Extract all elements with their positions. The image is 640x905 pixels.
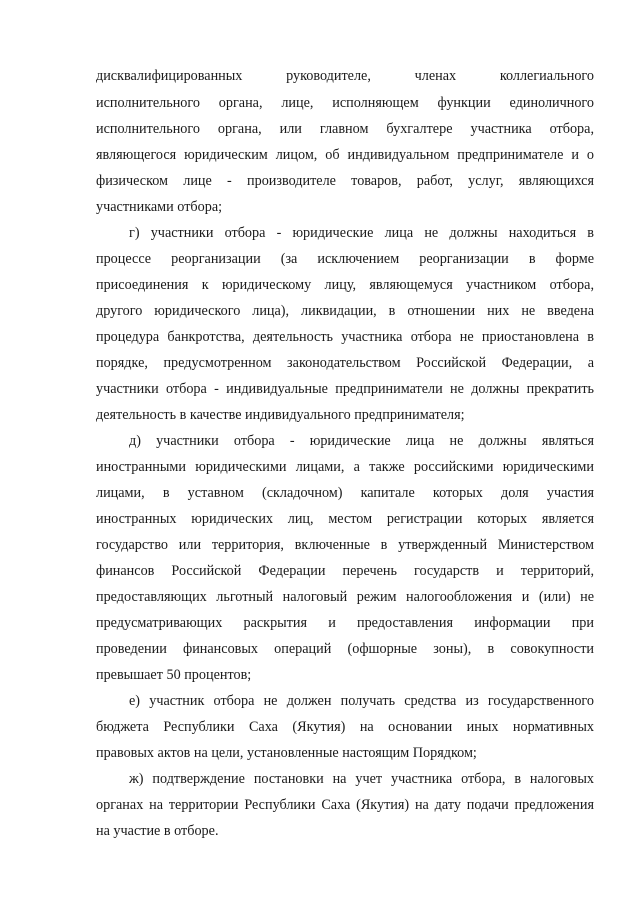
text-line: предоставляющих льготный налоговый режим налогообложения и (или) не	[96, 589, 594, 605]
text-line: д) участники отбора - юридические лица не должны являться	[129, 433, 594, 449]
text-line: присоединения к юридическому лицу, являющемуся участником отбора,	[96, 277, 594, 293]
text-line: лицами, в уставном (складочном) капитале которых доля участия	[96, 485, 594, 501]
text-line: предусматривающих раскрытия и предоставления информации при	[96, 615, 594, 631]
text-line: государство или территория, включенные в утвержденный Министерством	[96, 537, 594, 553]
text-line: процедура банкротства, деятельность участника отбора не приостановлена в	[96, 329, 594, 345]
text-line: порядке, предусмотренном законодательством Российской Федерации, а	[96, 355, 594, 371]
text-line: органах на территории Республики Саха (Якутия) на дату подачи предложения	[96, 797, 594, 813]
text-line: деятельность в качестве индивидуального предпринимателя;	[96, 407, 465, 423]
text-line: г) участники отбора - юридические лица не должны находиться в	[129, 225, 594, 241]
text-line: финансов Российской Федерации перечень государств и территорий,	[96, 563, 594, 579]
text-line: на участие в отборе.	[96, 823, 219, 839]
text-line: участниками отбора;	[96, 199, 223, 215]
text-line: являющегося юридическим лицом, об индивидуальном предпринимателе и о	[96, 147, 594, 163]
text-line: физическом лице - производителе товаров, работ, услуг, являющихся	[96, 173, 594, 189]
text-line: ж) подтверждение постановки на учет участника отбора, в налоговых	[129, 771, 594, 787]
text-line: иностранными юридическими лицами, а также российскими юридическими	[96, 459, 594, 475]
text-line: другого юридического лица), ликвидации, в отношении них не введена	[96, 303, 594, 319]
text-line: процессе реорганизации (за исключением реорганизации в форме	[96, 251, 594, 267]
text-line: исполнительного органа, лице, исполняющем функции единоличного	[96, 95, 594, 111]
text-line: дисквалифицированных руководителе, членах коллегиального	[96, 68, 594, 84]
text-line: исполнительного органа, или главном бухгалтере участника отбора,	[96, 121, 594, 137]
text-line: иностранных юридических лиц, местом регистрации которых является	[96, 511, 594, 527]
text-line: превышает 50 процентов;	[96, 667, 252, 683]
text-line: участники отбора - индивидуальные предприниматели не должны прекратить	[96, 381, 594, 397]
text-line: бюджета Республики Саха (Якутия) на основании иных нормативных	[96, 719, 594, 735]
text-line: правовых актов на цели, установленные настоящим Порядком;	[96, 745, 477, 761]
text-line: проведении финансовых операций (офшорные зоны), в совокупности	[96, 641, 594, 657]
text-line: е) участник отбора не должен получать средства из государственного	[129, 693, 594, 709]
